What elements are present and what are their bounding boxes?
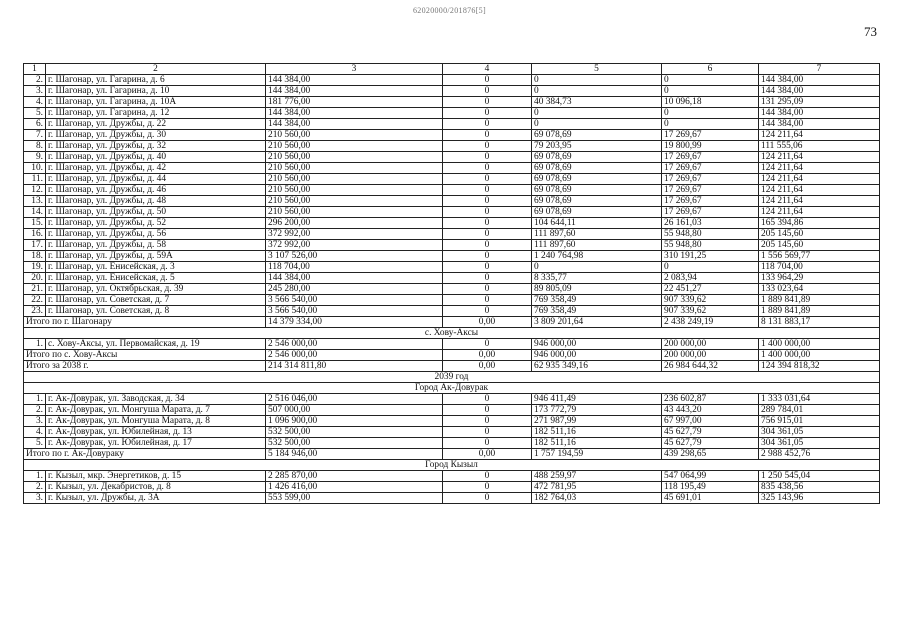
table-cell: 3.	[24, 416, 46, 427]
table-cell: 210 560,00	[266, 141, 443, 152]
table-cell: 3.	[24, 86, 46, 97]
table-cell: 0	[443, 97, 532, 108]
total-row	[24, 449, 880, 460]
table-cell: 0	[662, 75, 759, 86]
table-cell: 5.	[24, 438, 46, 449]
table-cell: 0	[443, 251, 532, 262]
table-cell: г. Шагонар, ул. Дружбы, д. 48	[46, 196, 266, 207]
table-cell: 67 997,00	[662, 416, 759, 427]
table-cell: г. Шагонар, ул. Советская, д. 7	[46, 295, 266, 306]
table-cell: 2 546 000,00	[266, 339, 443, 350]
table-cell: 372 992,00	[266, 240, 443, 251]
table-cell: 0	[443, 416, 532, 427]
table-cell: 907 339,62	[662, 306, 759, 317]
table-cell: 2.	[24, 75, 46, 86]
table-row	[24, 207, 880, 218]
table-cell: 12.	[24, 185, 46, 196]
table-cell: г. Кызыл, ул. Дружбы, д. 3А	[46, 493, 266, 504]
table-cell: 144 384,00	[266, 86, 443, 97]
total-cell: 214 314 811,80	[266, 361, 443, 372]
table-cell: 6.	[24, 119, 46, 130]
table-cell: 236 602,87	[662, 394, 759, 405]
table-cell: 0	[532, 75, 662, 86]
table-cell: 118 704,00	[759, 262, 880, 273]
table-cell: г. Ак-Довурак, ул. Монгуша Марата, д. 7	[46, 405, 266, 416]
table-cell: 20.	[24, 273, 46, 284]
table-cell: 144 384,00	[759, 108, 880, 119]
total-cell: 200 000,00	[662, 350, 759, 361]
table-cell: 3 566 540,00	[266, 295, 443, 306]
table-cell: 0	[443, 493, 532, 504]
total-cell: 946 000,00	[532, 350, 662, 361]
table-cell: 4.	[24, 427, 46, 438]
table-cell: 0	[443, 229, 532, 240]
table-cell: г. Шагонар, ул. Дружбы, д. 56	[46, 229, 266, 240]
table-row	[24, 295, 880, 306]
document-stamp: 62020000/201876[5]	[413, 6, 486, 15]
table-cell: г. Кызыл, мкр. Энергетиков, д. 15	[46, 471, 266, 482]
total-cell: 3 809 201,64	[532, 317, 662, 328]
table-cell: 45 627,79	[662, 438, 759, 449]
table-cell: 205 145,60	[759, 229, 880, 240]
table-cell: г. Шагонар, ул. Дружбы, д. 42	[46, 163, 266, 174]
table-cell: 210 560,00	[266, 207, 443, 218]
table-cell: 89 805,09	[532, 284, 662, 295]
table-cell: 17.	[24, 240, 46, 251]
table-cell: 14.	[24, 207, 46, 218]
table-cell: 507 000,00	[266, 405, 443, 416]
table-row	[24, 218, 880, 229]
table-row	[24, 152, 880, 163]
table-cell: 0	[662, 86, 759, 97]
table-row	[24, 141, 880, 152]
table-cell: 69 078,69	[532, 130, 662, 141]
table-row	[24, 185, 880, 196]
table-cell: 17 269,67	[662, 163, 759, 174]
table-cell: 17 269,67	[662, 185, 759, 196]
total-label: Итого по г. Ак-Довураку	[24, 449, 266, 460]
total-cell: 8 131 883,17	[759, 317, 880, 328]
table-cell: 0	[443, 438, 532, 449]
table-cell: 15.	[24, 218, 46, 229]
section-row	[24, 460, 880, 471]
table-cell: 946 000,00	[532, 339, 662, 350]
table-cell: 0	[443, 218, 532, 229]
table-cell: 104 644,11	[532, 218, 662, 229]
table-row	[24, 482, 880, 493]
table-cell: 205 145,60	[759, 240, 880, 251]
table-cell: 0	[443, 306, 532, 317]
total-label: Итого за 2038 г.	[24, 361, 266, 372]
table-cell: 210 560,00	[266, 163, 443, 174]
total-cell: 0,00	[443, 449, 532, 460]
table-cell: 144 384,00	[266, 108, 443, 119]
table-cell: 0	[443, 240, 532, 251]
table-cell: 2.	[24, 405, 46, 416]
table-cell: 13.	[24, 196, 46, 207]
table-cell: 210 560,00	[266, 152, 443, 163]
table-cell: г. Шагонар, ул. Дружбы, д. 44	[46, 174, 266, 185]
table-cell: 111 555,06	[759, 141, 880, 152]
table-cell: 1 333 031,64	[759, 394, 880, 405]
table-cell: с. Хову-Аксы, ул. Первомайская, д. 19	[46, 339, 266, 350]
table-cell: г. Шагонар, ул. Гагарина, д. 6	[46, 75, 266, 86]
table-cell: 210 560,00	[266, 185, 443, 196]
table-cell: 0	[443, 163, 532, 174]
table-cell: 0	[443, 75, 532, 86]
table-cell: 0	[443, 405, 532, 416]
header-cell: 7	[759, 64, 880, 75]
header-cell: 4	[443, 64, 532, 75]
header-cell: 2	[46, 64, 266, 75]
table-cell: 17 269,67	[662, 196, 759, 207]
table-cell: 133 964,29	[759, 273, 880, 284]
table-cell: 23.	[24, 306, 46, 317]
table-cell: 1 096 900,00	[266, 416, 443, 427]
table-cell: 124 211,64	[759, 196, 880, 207]
table-cell: 2.	[24, 482, 46, 493]
table-cell: 0	[532, 108, 662, 119]
table-cell: 7.	[24, 130, 46, 141]
table-cell: 310 191,25	[662, 251, 759, 262]
total-row	[24, 317, 880, 328]
table-cell: 0	[443, 174, 532, 185]
table-row	[24, 339, 880, 350]
table-cell: 0	[443, 295, 532, 306]
table-cell: 144 384,00	[759, 86, 880, 97]
table-cell: 3.	[24, 493, 46, 504]
table-row	[24, 416, 880, 427]
table-cell: 1 240 764,98	[532, 251, 662, 262]
table-cell: 488 259,97	[532, 471, 662, 482]
table-cell: 165 394,86	[759, 218, 880, 229]
table-row	[24, 119, 880, 130]
table-row	[24, 251, 880, 262]
table-cell: 1 250 545,04	[759, 471, 880, 482]
table-cell: г. Шагонар, ул. Гагарина, д. 10А	[46, 97, 266, 108]
table-cell: г. Ак-Довурак, ул. Юбилейная, д. 13	[46, 427, 266, 438]
total-cell: 5 184 946,00	[266, 449, 443, 460]
table-cell: 8.	[24, 141, 46, 152]
table-cell: 553 599,00	[266, 493, 443, 504]
section-row	[24, 372, 880, 383]
table-cell: г. Шагонар, ул. Енисейская, д. 3	[46, 262, 266, 273]
table-cell: 0	[443, 471, 532, 482]
table-cell: г. Шагонар, ул. Дружбы, д. 40	[46, 152, 266, 163]
table-cell: 5.	[24, 108, 46, 119]
table-cell: 3 566 540,00	[266, 306, 443, 317]
table-cell: 1.	[24, 394, 46, 405]
total-cell: 62 935 349,16	[532, 361, 662, 372]
table-cell: 124 211,64	[759, 185, 880, 196]
table-cell: 69 078,69	[532, 174, 662, 185]
table-cell: 210 560,00	[266, 196, 443, 207]
table-cell: 0	[443, 185, 532, 196]
table-cell: 182 764,03	[532, 493, 662, 504]
table-cell: 0	[443, 196, 532, 207]
table-row	[24, 306, 880, 317]
header-row	[24, 64, 880, 75]
table-cell: 1 426 416,00	[266, 482, 443, 493]
table-cell: г. Шагонар, ул. Енисейская, д. 5	[46, 273, 266, 284]
table-cell: г. Шагонар, ул. Дружбы, д. 32	[46, 141, 266, 152]
table-cell: 1 556 569,77	[759, 251, 880, 262]
page-number: 73	[864, 24, 877, 39]
table-cell: 133 023,64	[759, 284, 880, 295]
table-cell: 835 438,56	[759, 482, 880, 493]
table-cell: 69 078,69	[532, 163, 662, 174]
table-cell: 21.	[24, 284, 46, 295]
table-cell: 69 078,69	[532, 152, 662, 163]
table-cell: 22 451,27	[662, 284, 759, 295]
table-cell: г. Шагонар, ул. Дружбы, д. 50	[46, 207, 266, 218]
data-table	[23, 63, 880, 504]
total-cell: 2 988 452,76	[759, 449, 880, 460]
table-cell: г. Ак-Довурак, ул. Заводская, д. 34	[46, 394, 266, 405]
table-cell: 210 560,00	[266, 130, 443, 141]
table-cell: 19.	[24, 262, 46, 273]
table-cell: 372 992,00	[266, 229, 443, 240]
table-cell: 2 516 046,00	[266, 394, 443, 405]
table-cell: 0	[443, 427, 532, 438]
table-cell: 144 384,00	[266, 273, 443, 284]
table-cell: 1 889 841,89	[759, 306, 880, 317]
total-cell: 1 400 000,00	[759, 350, 880, 361]
table-cell: 124 211,64	[759, 163, 880, 174]
table-cell: 18.	[24, 251, 46, 262]
table-row	[24, 240, 880, 251]
table-cell: 182 511,16	[532, 438, 662, 449]
table-cell: 10.	[24, 163, 46, 174]
table-cell: г. Ак-Довурак, ул. Юбилейная, д. 17	[46, 438, 266, 449]
total-cell: 439 298,65	[662, 449, 759, 460]
table-row	[24, 405, 880, 416]
table-cell: 532 500,00	[266, 427, 443, 438]
total-cell: 14 379 334,00	[266, 317, 443, 328]
table-row	[24, 97, 880, 108]
table-cell: г. Шагонар, ул. Дружбы, д. 30	[46, 130, 266, 141]
header-cell: 5	[532, 64, 662, 75]
table-cell: 946 411,49	[532, 394, 662, 405]
table-row	[24, 493, 880, 504]
section-row	[24, 383, 880, 394]
table-row	[24, 163, 880, 174]
table-cell: 0	[443, 273, 532, 284]
total-cell: 26 984 644,32	[662, 361, 759, 372]
section-row	[24, 328, 880, 339]
table-cell: 124 211,64	[759, 207, 880, 218]
total-cell: 0,00	[443, 361, 532, 372]
table-row	[24, 108, 880, 119]
table-cell: г. Шагонар, ул. Советская, д. 8	[46, 306, 266, 317]
table-cell: 118 195,49	[662, 482, 759, 493]
table-cell: 907 339,62	[662, 295, 759, 306]
table-cell: 200 000,00	[662, 339, 759, 350]
table-cell: 472 781,95	[532, 482, 662, 493]
table-cell: 124 211,64	[759, 152, 880, 163]
table-cell: 1.	[24, 471, 46, 482]
table-cell: 289 784,01	[759, 405, 880, 416]
total-row	[24, 361, 880, 372]
table-cell: 0	[532, 86, 662, 97]
table-cell: 45 691,01	[662, 493, 759, 504]
table-cell: 1 400 000,00	[759, 339, 880, 350]
table-cell: 304 361,05	[759, 427, 880, 438]
table-cell: 17 269,67	[662, 130, 759, 141]
table-cell: 2 285 870,00	[266, 471, 443, 482]
total-cell: 0,00	[443, 350, 532, 361]
table-row	[24, 427, 880, 438]
table-cell: 8 335,77	[532, 273, 662, 284]
table-cell: 144 384,00	[266, 119, 443, 130]
table-cell: 173 772,79	[532, 405, 662, 416]
section-heading: с. Хову-Аксы	[24, 328, 880, 339]
table-cell: 4.	[24, 97, 46, 108]
table-cell: 111 897,60	[532, 240, 662, 251]
table-cell: 245 280,00	[266, 284, 443, 295]
table-cell: г. Шагонар, ул. Дружбы, д. 59А	[46, 251, 266, 262]
table-cell: 11.	[24, 174, 46, 185]
table-cell: 0	[443, 119, 532, 130]
total-label: Итого по с. Хову-Аксы	[24, 350, 266, 361]
header-cell: 6	[662, 64, 759, 75]
table-cell: 756 915,01	[759, 416, 880, 427]
section-heading: Город Кызыл	[24, 460, 880, 471]
table-cell: 17 269,67	[662, 152, 759, 163]
table-cell: 532 500,00	[266, 438, 443, 449]
table-cell: 19 800,99	[662, 141, 759, 152]
table-cell: 55 948,80	[662, 229, 759, 240]
table-cell: 131 295,09	[759, 97, 880, 108]
table-cell: г. Шагонар, ул. Дружбы, д. 46	[46, 185, 266, 196]
table-cell: 43 443,20	[662, 405, 759, 416]
table-cell: 0	[443, 152, 532, 163]
table-row	[24, 86, 880, 97]
table-cell: 69 078,69	[532, 196, 662, 207]
table-cell: 0	[443, 86, 532, 97]
table-cell: 0	[443, 262, 532, 273]
header-cell: 1	[24, 64, 46, 75]
table-cell: 0	[662, 262, 759, 273]
table-cell: 0	[443, 482, 532, 493]
table-cell: 111 897,60	[532, 229, 662, 240]
table-row	[24, 196, 880, 207]
table-cell: 181 776,00	[266, 97, 443, 108]
table-cell: 271 987,99	[532, 416, 662, 427]
table-cell: 3 107 526,00	[266, 251, 443, 262]
table-row	[24, 471, 880, 482]
table-row	[24, 174, 880, 185]
table-row	[24, 438, 880, 449]
table-cell: 124 211,64	[759, 174, 880, 185]
table-cell: 0	[532, 262, 662, 273]
table-cell: 296 200,00	[266, 218, 443, 229]
table-row	[24, 130, 880, 141]
table-cell: 325 143,96	[759, 493, 880, 504]
table-row	[24, 284, 880, 295]
table-cell: 45 627,79	[662, 427, 759, 438]
table-cell: 118 704,00	[266, 262, 443, 273]
table-cell: 0	[443, 394, 532, 405]
section-heading: Город Ак-Довурак	[24, 383, 880, 394]
table-row	[24, 394, 880, 405]
table-cell: 0	[532, 119, 662, 130]
table-cell: 17 269,67	[662, 174, 759, 185]
table-cell: г. Шагонар, ул. Дружбы, д. 58	[46, 240, 266, 251]
table-cell: 69 078,69	[532, 207, 662, 218]
table-cell: 79 203,95	[532, 141, 662, 152]
table-cell: 26 161,03	[662, 218, 759, 229]
total-cell: 1 757 194,59	[532, 449, 662, 460]
table-cell: 0	[443, 141, 532, 152]
table-cell: 0	[443, 207, 532, 218]
total-cell: 2 438 249,19	[662, 317, 759, 328]
table-cell: 17 269,67	[662, 207, 759, 218]
total-row	[24, 350, 880, 361]
table-body	[24, 64, 880, 504]
table-cell: 182 511,16	[532, 427, 662, 438]
total-cell: 2 546 000,00	[266, 350, 443, 361]
table-cell: 769 358,49	[532, 306, 662, 317]
table-cell: 9.	[24, 152, 46, 163]
total-label: Итого по г. Шагонару	[24, 317, 266, 328]
total-cell: 124 394 818,32	[759, 361, 880, 372]
table-cell: 10 096,18	[662, 97, 759, 108]
table-cell: 22.	[24, 295, 46, 306]
header-cell: 3	[266, 64, 443, 75]
table-cell: 144 384,00	[266, 75, 443, 86]
table-cell: 0	[443, 339, 532, 350]
table-cell: 1 889 841,89	[759, 295, 880, 306]
table-cell: г. Кызыл, ул. Декабристов, д. 8	[46, 482, 266, 493]
table-cell: 547 064,99	[662, 471, 759, 482]
section-heading: 2039 год	[24, 372, 880, 383]
table-cell: 40 384,73	[532, 97, 662, 108]
table-cell: 16.	[24, 229, 46, 240]
table-cell: г. Шагонар, ул. Октябрьская, д. 39	[46, 284, 266, 295]
table-cell: г. Шагонар, ул. Гагарина, д. 12	[46, 108, 266, 119]
table-cell: 0	[662, 108, 759, 119]
total-cell: 0,00	[443, 317, 532, 328]
table-cell: 124 211,64	[759, 130, 880, 141]
table-row	[24, 229, 880, 240]
table-cell: г. Шагонар, ул. Гагарина, д. 10	[46, 86, 266, 97]
table-cell: 0	[443, 130, 532, 141]
table-cell: 304 361,05	[759, 438, 880, 449]
table-row	[24, 75, 880, 86]
table-cell: 1.	[24, 339, 46, 350]
table-cell: 69 078,69	[532, 185, 662, 196]
table-cell: 769 358,49	[532, 295, 662, 306]
table-cell: 210 560,00	[266, 174, 443, 185]
table-cell: 144 384,00	[759, 75, 880, 86]
table-cell: 0	[443, 284, 532, 295]
table-cell: 2 083,94	[662, 273, 759, 284]
table-cell: 55 948,80	[662, 240, 759, 251]
table-cell: 0	[662, 119, 759, 130]
table-cell: г. Ак-Довурак, ул. Монгуша Марата, д. 8	[46, 416, 266, 427]
table-cell: г. Шагонар, ул. Дружбы, д. 52	[46, 218, 266, 229]
table-row	[24, 273, 880, 284]
table-row	[24, 262, 880, 273]
table-cell: 144 384,00	[759, 119, 880, 130]
table-cell: г. Шагонар, ул. Дружбы, д. 22	[46, 119, 266, 130]
table-cell: 0	[443, 108, 532, 119]
